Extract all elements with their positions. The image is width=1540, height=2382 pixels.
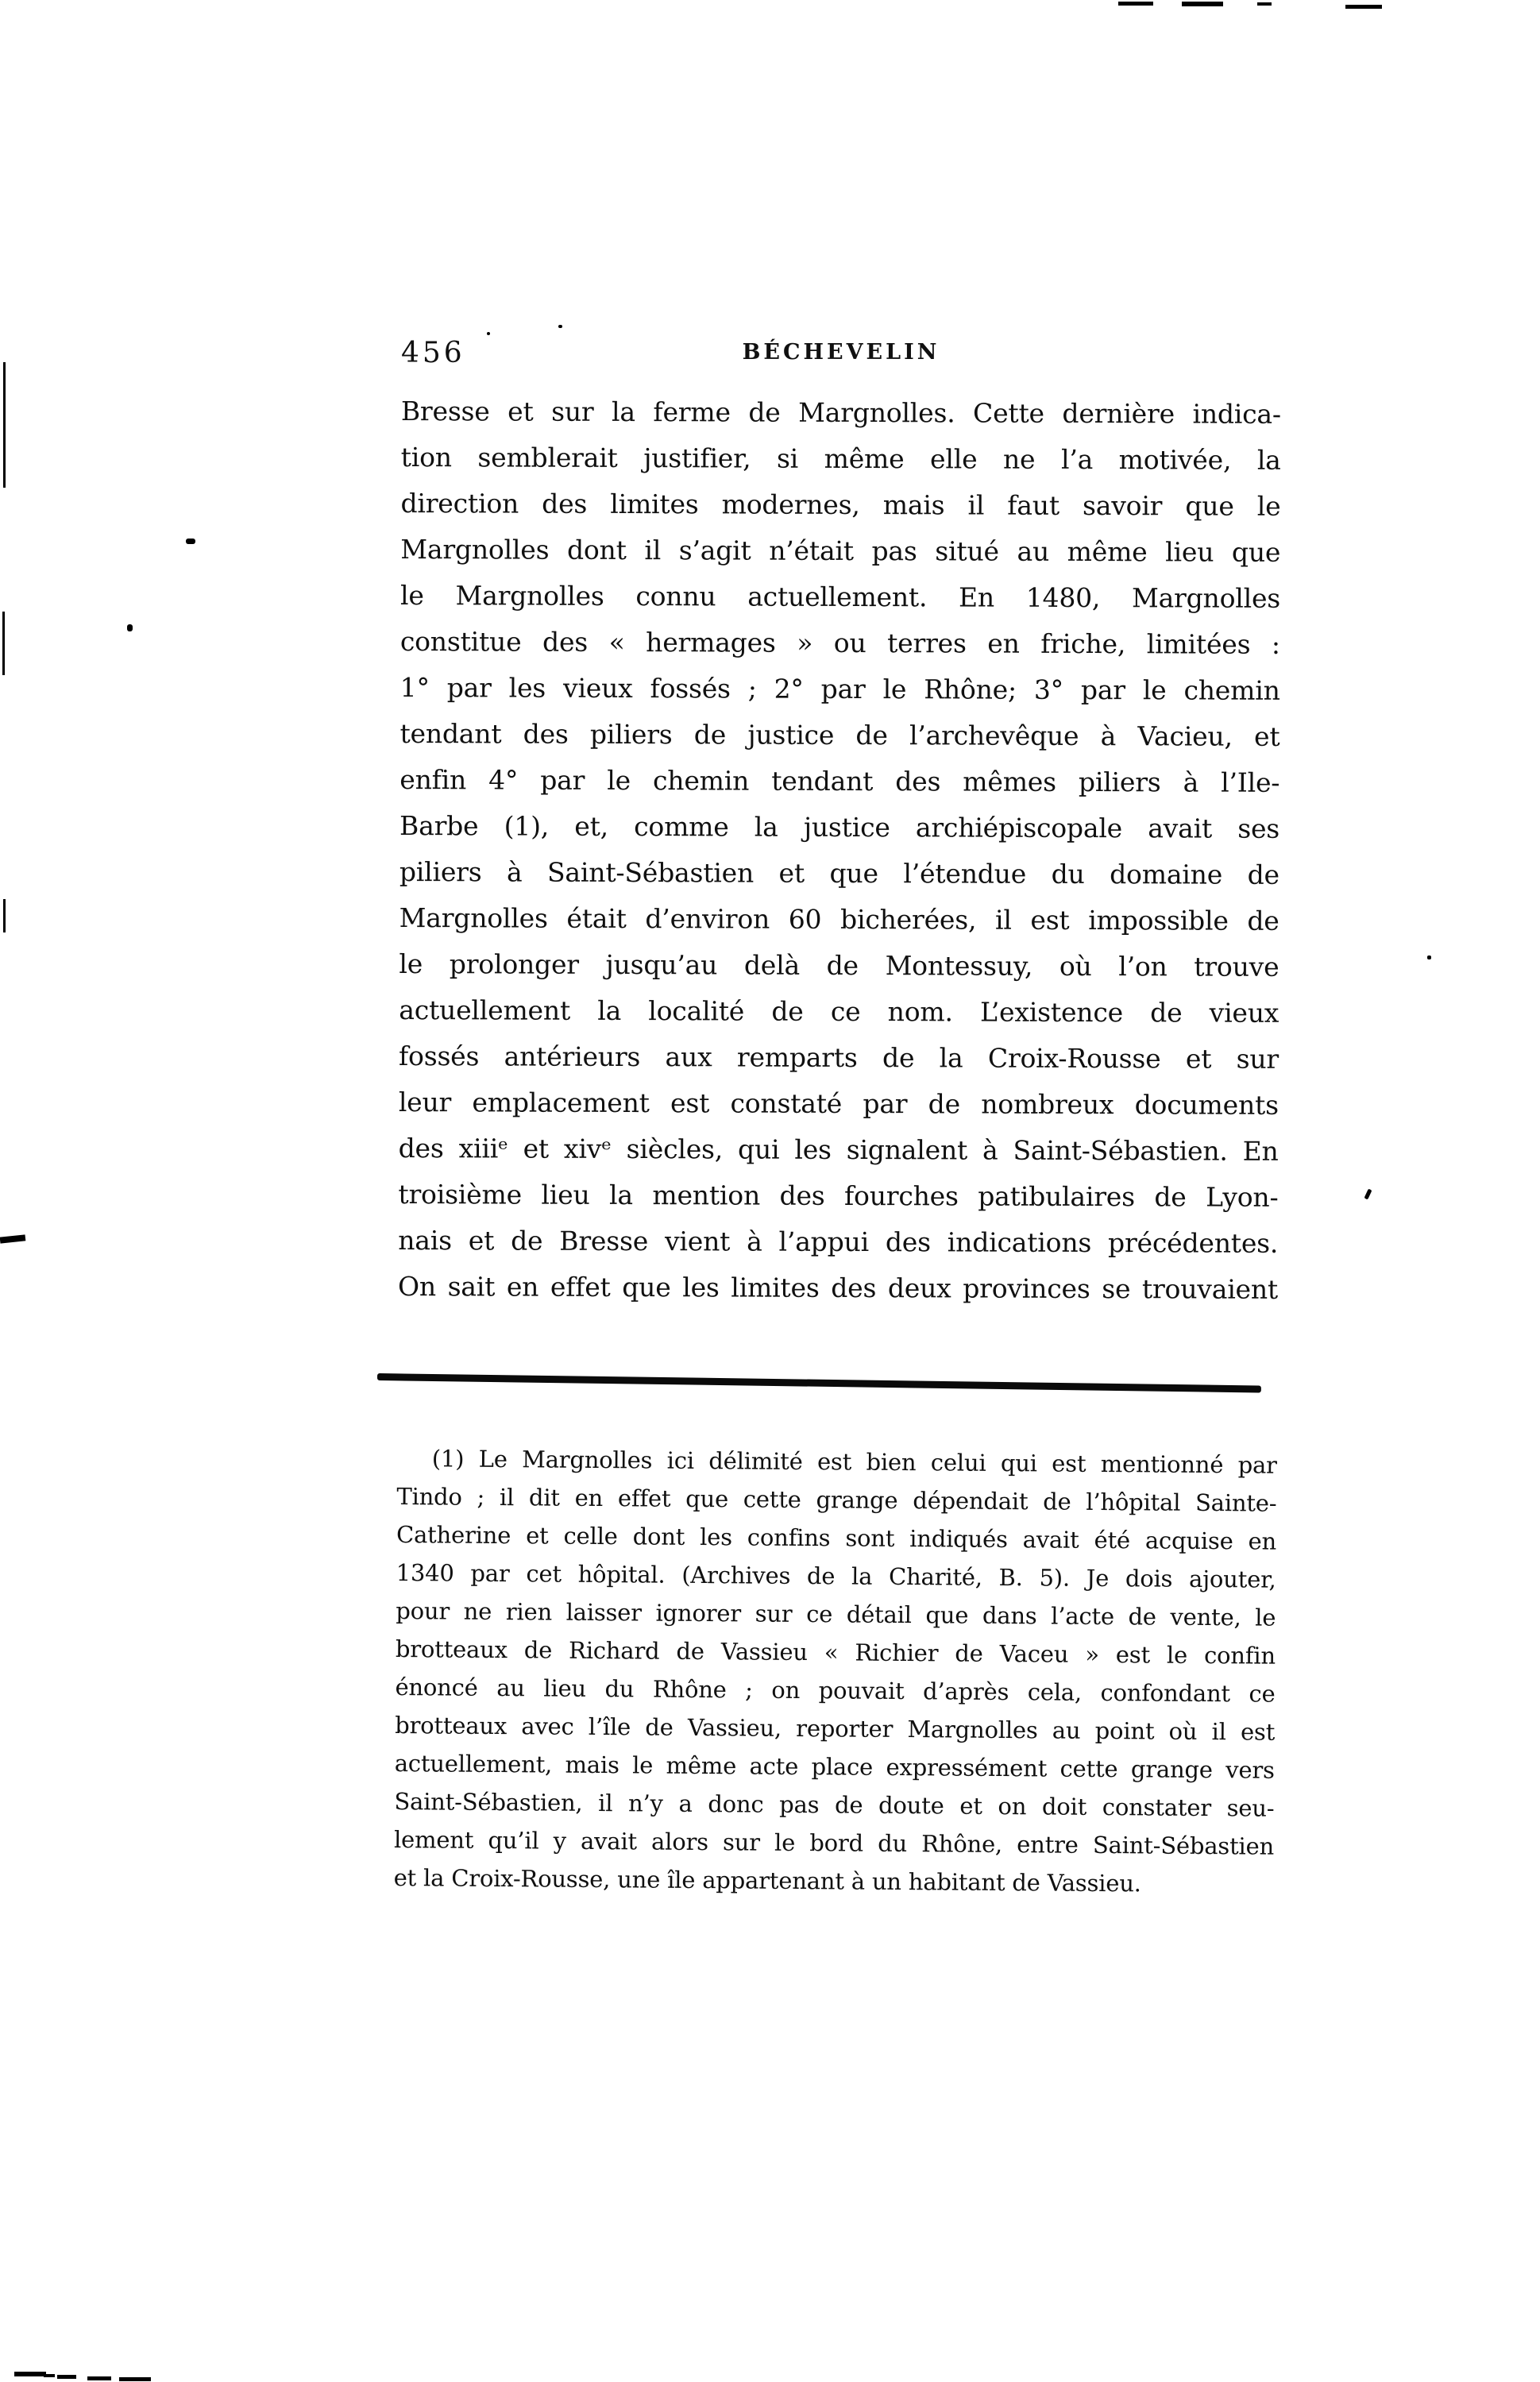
body-line: 1° par les vieux fossés ; 2° par le Rhône; 3° par le chemin — [399, 671, 1280, 706]
footnote-line: actuellement, mais le même acte place expressément cette grange vers — [394, 1749, 1275, 1784]
scan-artifact — [487, 332, 490, 335]
scan-artifact — [0, 1234, 25, 1243]
footnote-line: pour ne rien laisser ignorer sur ce détail que dans l’acte de vente, le — [396, 1596, 1276, 1631]
body-line: tendant des piliers de justice de l’archevêque à Vacieu, et — [399, 717, 1280, 752]
scan-artifact — [1182, 2, 1223, 6]
body-line: le prolonger jusqu’au delà de Montessuy, où l’on trouve — [399, 948, 1279, 983]
footnote-line: (1) Le Margnolles ici délimité est bien celui qui est mentionné par — [431, 1445, 1277, 1479]
body-line: Bresse et sur la ferme de Margnolles. Cette dernière indica- — [400, 395, 1281, 430]
footnote-line: Tindo ; il dit en effet que cette grange dépendait de l’hôpital Sainte- — [396, 1482, 1277, 1517]
body-line: tion semblerait justifier, si même elle ne l’a motivée, la — [400, 441, 1281, 476]
body-line: On sait en effet que les limites des deux provinces se trouvaient — [397, 1270, 1279, 1305]
scan-artifact — [2, 612, 5, 675]
footnote-line: lement qu’il y avait alors sur le bord du Rhône, entre Saint-Sébastien — [393, 1825, 1275, 1860]
scan-artifact — [119, 2377, 151, 2381]
scan-artifact — [87, 2376, 111, 2380]
body-line: le Margnolles connu actuellement. En 1480, Margnolles — [400, 579, 1281, 614]
body-line: constitue des « hermages » ou terres en friche, limitées : — [399, 625, 1280, 660]
body-line: des xiiiᵉ et xivᵉ siècles, qui les signalent à Saint-Sébastien. En — [398, 1132, 1279, 1167]
scan-artifact — [1257, 2, 1272, 6]
scan-artifact — [1364, 1189, 1372, 1200]
scan-artifact — [57, 2375, 76, 2379]
scan-artifact — [1427, 956, 1431, 959]
scan-artifact — [3, 899, 6, 932]
body-line: Barbe (1), et, comme la justice archiépiscopale avait ses — [399, 809, 1280, 844]
scan-artifact — [1118, 2, 1153, 6]
scan-artifact — [3, 362, 6, 488]
scan-artifact — [1345, 5, 1382, 9]
body-line: actuellement la localité de ce nom. L’existence de vieux — [399, 994, 1279, 1029]
body-line: Margnolles dont il s’agit n’était pas situé au même lieu que — [400, 533, 1281, 568]
footnote-line: et la Croix-Rousse, une île appartenant à un habitant de Vassieu. — [393, 1863, 1141, 1897]
footnote-line: brotteaux de Richard de Vassieu « Richier de Vaceu » est le confin — [395, 1635, 1276, 1670]
page-number: 456 — [401, 337, 465, 369]
footnote-line: brotteaux avec l’île de Vassieu, reporter Margnolles au point où il est — [395, 1711, 1276, 1746]
footnote-line: Saint-Sébastien, il n’y a donc pas de doute et on doit constater seu- — [394, 1787, 1275, 1822]
footnote-line: 1340 par cet hôpital. (Archives de la Charité, B. 5). Je dois ajouter, — [396, 1558, 1276, 1593]
body-line: enfin 4° par le chemin tendant des mêmes piliers à l’Ile- — [399, 763, 1280, 798]
footnote-line: énoncé au lieu du Rhône ; on pouvait d’après cela, confondant ce — [395, 1673, 1276, 1708]
page-header — [401, 337, 1281, 373]
scan-artifact — [14, 2372, 46, 2376]
footnote-paragraph — [393, 1439, 1276, 1904]
scan-artifact — [186, 539, 195, 544]
scan-artifact — [127, 624, 133, 631]
main-paragraph — [398, 388, 1281, 1313]
body-line: direction des limites modernes, mais il faut savoir que le — [400, 487, 1281, 522]
footnote-line: Catherine et celle dont les confins sont indiqués avait été acquise en — [396, 1520, 1277, 1555]
scan-artifact — [44, 2374, 55, 2377]
footnote-separator-rule — [377, 1373, 1261, 1393]
body-line: troisième lieu la mention des fourches patibulaires de Lyon- — [398, 1178, 1279, 1213]
body-line: leur emplacement est constaté par de nombreux documents — [398, 1086, 1279, 1121]
body-line: piliers à Saint-Sébastien et que l’étendue du domaine de — [399, 855, 1279, 890]
scan-artifact — [558, 325, 562, 328]
running-head-title: BÉCHEVELIN — [742, 340, 940, 365]
body-line: nais et de Bresse vient à l’appui des indications précédentes. — [398, 1224, 1279, 1259]
body-line: fossés antérieurs aux remparts de la Croix-Rousse et sur — [398, 1040, 1279, 1075]
body-line: Margnolles était d’environ 60 bicherées, il est impossible de — [399, 901, 1279, 936]
